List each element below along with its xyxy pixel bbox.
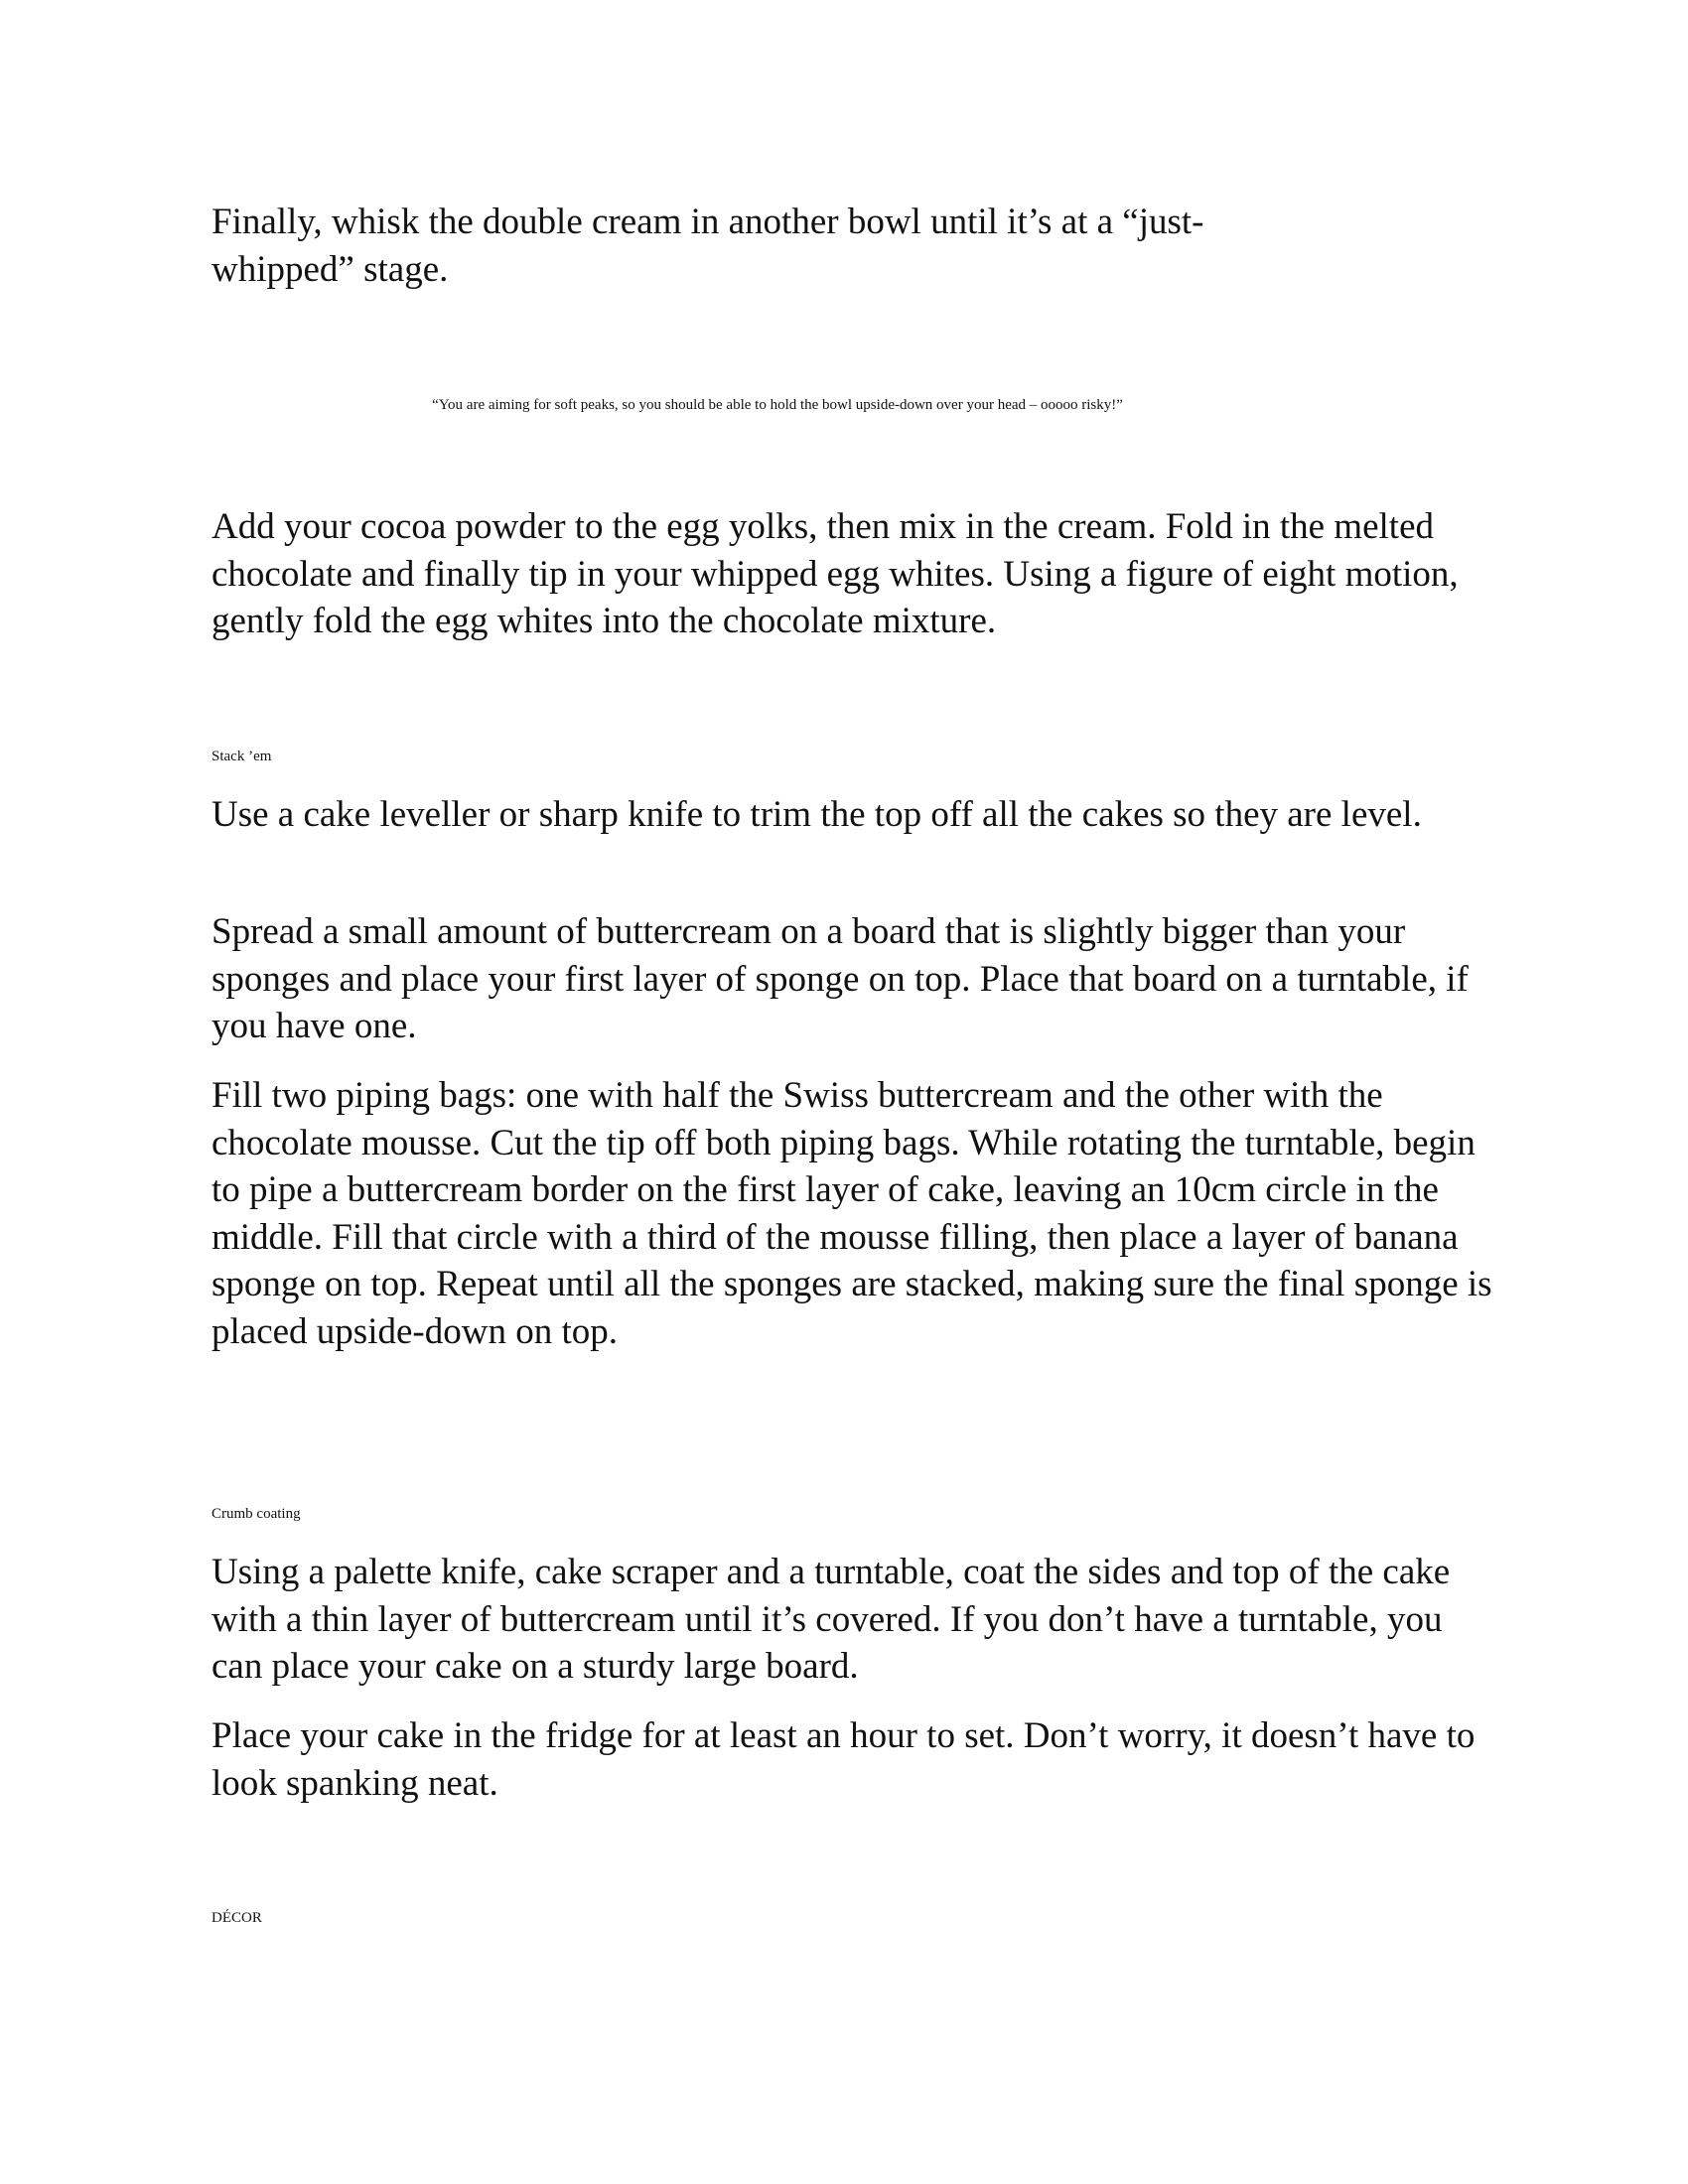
section-heading-crumb-coating: Crumb coating xyxy=(211,1506,301,1522)
paragraph-piping-bags: Fill two piping bags: one with half the Swiss buttercream and the other with the chocolate mousse. Cut the tip off both piping bags. While rotating the turntable, begin to pipe a buttercream border on the first layer of cake, leaving an 10cm circle in the middle. Fill that circle with a third of the mousse filling, then place a layer of banana sponge on top. Repeat until all the sponges are stacked, making sure the final sponge is placed upside-down on top. xyxy=(211,1075,1492,1352)
pull-quote: “You are aiming for soft peaks, so you should be able to hold the bowl upside-down over your head – ooooo risky!” xyxy=(432,397,1123,413)
paragraph-fold-mixture: Add your cocoa powder to the egg yolks, then mix in the cream. Fold in the melted chocolate and finally tip in your whipped egg whites. Using a figure of eight motion, gently fold the egg whites into the chocolate mixture. xyxy=(211,506,1459,641)
paragraph-whisk-cream: Finally, whisk the double cream in another bowl until it’s at a “just-whipped” stage. xyxy=(211,202,1204,290)
paragraph-spread-buttercream: Spread a small amount of buttercream on a board that is slightly bigger than your sponges and place your first layer of sponge on top. Place that board on a turntable, if you have one. xyxy=(211,911,1469,1046)
paragraph-fridge: Place your cake in the fridge for at least an hour to set. Don’t worry, it doesn’t have to look spanking neat. xyxy=(211,1715,1476,1804)
paragraph-coat-cake: Using a palette knife, cake scraper and a turntable, coat the sides and top of the cake with a thin layer of buttercream until it’s covered. If you don’t have a turntable, you can place your cake on a sturdy large board. xyxy=(211,1552,1451,1687)
paragraph-level-cakes: Use a cake leveller or sharp knife to trim the top off all the cakes so they are level. xyxy=(211,794,1422,835)
section-heading-stack: Stack ’em xyxy=(211,749,272,764)
section-heading-decor: DÉCOR xyxy=(211,1910,262,1926)
